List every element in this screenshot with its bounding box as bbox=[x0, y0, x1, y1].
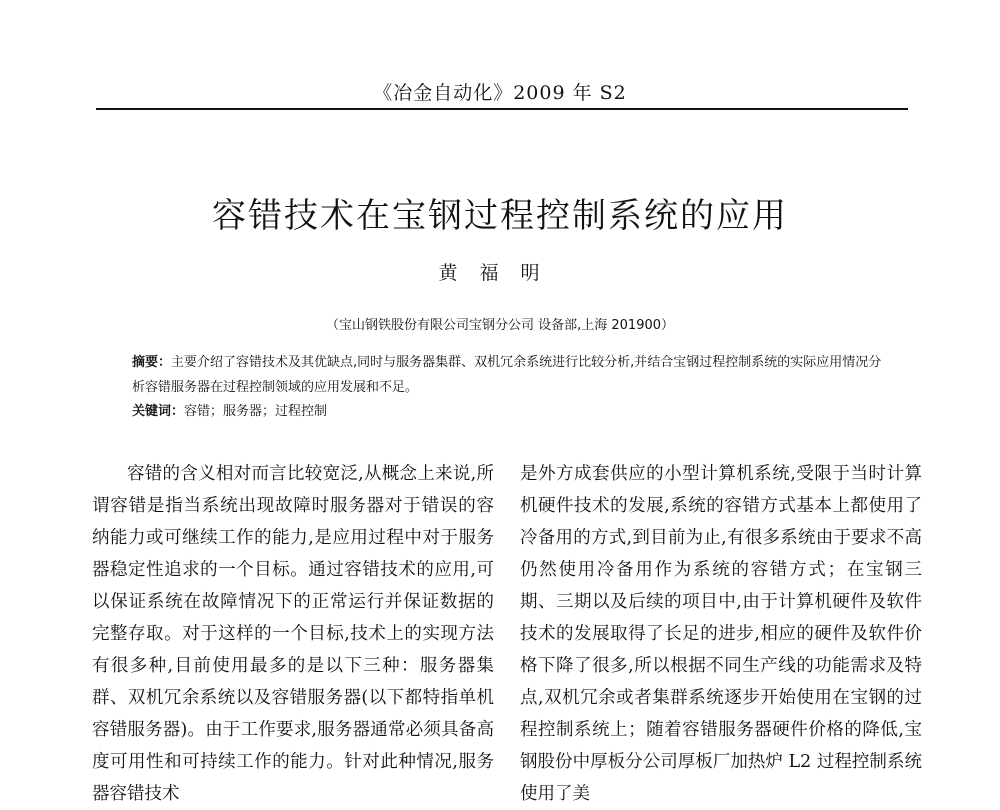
author-affiliation: （宝山钢铁股份有限公司宝钢分公司 设备部,上海 201900） bbox=[325, 318, 675, 333]
body-right-column: 是外方成套供应的小型计算机系统,受限于当时计算机硬件技术的发展,系统的容错方式基本上都使用了冷备用的方式,到目前为止,有很多系统由于要求不高仍然使用冷备用作为系统的容错方式；在宝钢三期、三期以及后续的项目中,由于计算机硬件及软件技术的发展取得了长足的进步,相应的硬件及软件价格下降了很多,所以根据不同生产线的功能需求及特点,双机冗余或者集群系统逐步开始使用在宝钢的过程控制系统上；随着容错服务器硬件价格的降低,宝钢股份中厚板分公司厚板厂加热炉 L2 过程控制系统使用了美 bbox=[520, 464, 922, 804]
article-title: 容错技术在宝钢过程控制系统的应用 bbox=[212, 196, 788, 236]
running-header: 《冶金自动化》2009 年 S2 bbox=[373, 82, 627, 104]
keywords-text: 容错；服务器；过程控制 bbox=[184, 404, 328, 419]
abstract-label: 摘要： bbox=[132, 355, 172, 370]
abstract bbox=[132, 350, 892, 400]
author-name: 黄福明 bbox=[438, 262, 562, 284]
abstract-text: 主要介绍了容错技术及其优缺点,同时与服务器集群、双机冗余系统进行比较分析,并结合宝钢过程控制系统的实际应用情况分析容错服务器在过程控制领域的应用发展和不足。 bbox=[132, 355, 882, 395]
header-rule bbox=[96, 108, 908, 110]
keywords bbox=[132, 402, 892, 422]
keywords-label: 关键词： bbox=[132, 404, 185, 419]
body-left-column: 容错的含义相对而言比较宽泛,从概念上来说,所谓容错是指当系统出现故障时服务器对于错误的容纳能力或可继续工作的能力,是应用过程中对于服务器稳定性追求的一个目标。通过容错技术的应用,可以保证系统在故障情况下的正常运行并保证数据的完整存取。对于这样的一个目标,技术上的实现方法有很多种,目前使用最多的是以下三种：服务器集群、双机冗余系统以及容错服务器(以下都特指单机容错服务器)。由于工作要求,服务器通常必须具备高度可用性和可持续工作的能力。针对此种情况,服务器容错技术 bbox=[92, 464, 494, 804]
